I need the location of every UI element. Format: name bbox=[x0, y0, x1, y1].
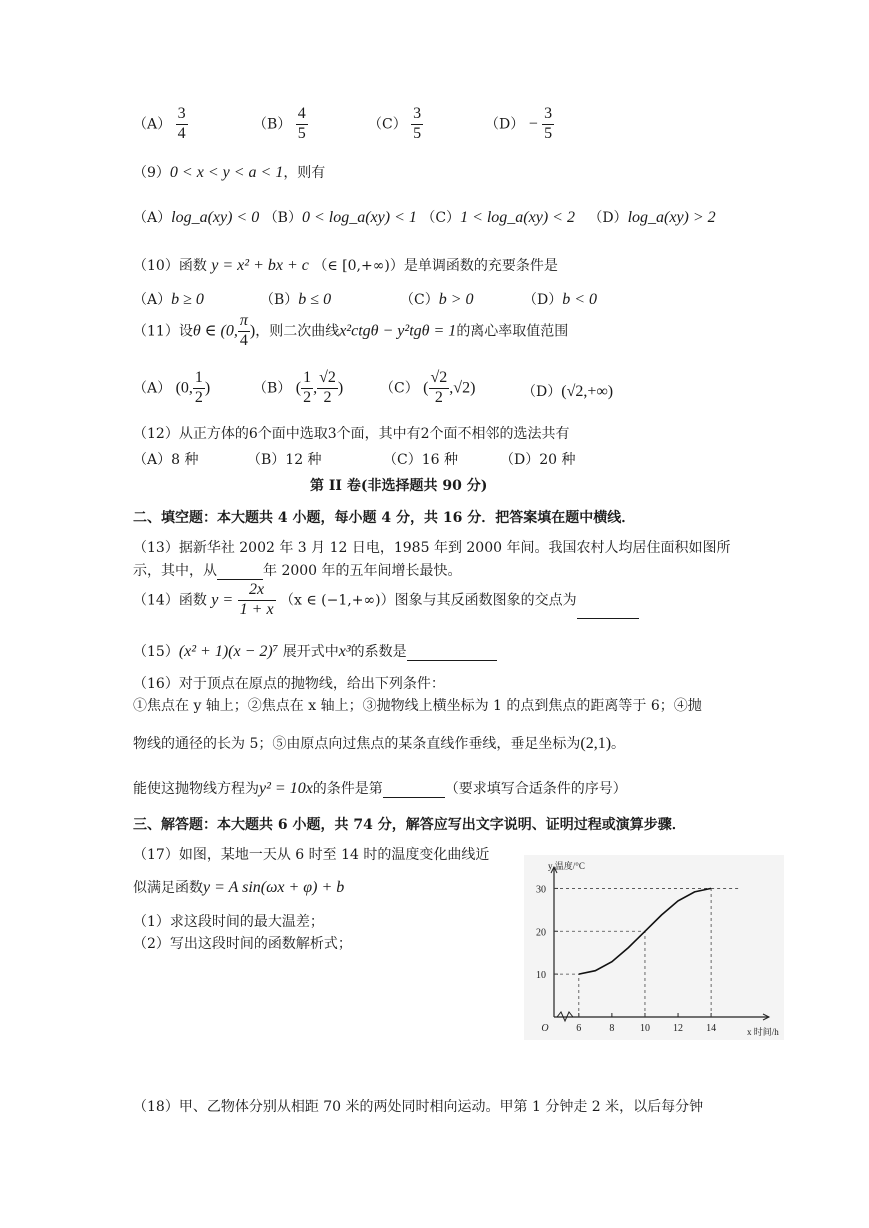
x-tick-label-10: 10 bbox=[639, 1023, 650, 1034]
q12-option-a: （A）8 种 bbox=[133, 452, 199, 468]
q8-option-c: （C） $\frac{3}{5}$ bbox=[368, 105, 422, 142]
q14-stem: （14）函数 y = $\frac{2x}{1 + x}$ （x ∈ (−1,+∞)）图象与其反函数图象的交点为 bbox=[133, 582, 639, 619]
section3-heading: 三、解答题：本大题共 6 小题，共 74 分，解答应写出文字说明、证明过程或演算步骤． bbox=[133, 817, 686, 833]
option-c-fraction: $\frac{3}{5}$ bbox=[413, 105, 422, 142]
answer-blank bbox=[407, 645, 497, 661]
q17-sub1: （1）求这段时间的最大温差； bbox=[133, 914, 324, 930]
x-axis-label: x 时间/h bbox=[747, 1027, 779, 1037]
q8-options bbox=[133, 106, 188, 143]
q11-option-d: （D）(√2,+∞) bbox=[522, 383, 614, 400]
y-axis-label: y 温度/°C bbox=[548, 861, 585, 871]
y-tick-label-10: 10 bbox=[536, 970, 546, 982]
q10-option-d: （D）b < 0 bbox=[523, 291, 598, 308]
q11-option-a: （A） (0, $\frac{1}{2}$ ) bbox=[133, 369, 211, 406]
temperature-chart bbox=[524, 855, 784, 1040]
y-tick-label-20: 20 bbox=[536, 927, 546, 939]
q15-stem: （15）(x² + 1)(x − 2)⁷ 展开式中x³的系数是 bbox=[133, 642, 497, 661]
option-a-label: （A） bbox=[133, 116, 172, 133]
answer-blank bbox=[217, 564, 263, 580]
answer-blank bbox=[383, 782, 445, 798]
q10-option-a: （A）b ≥ 0 bbox=[133, 291, 204, 308]
q10-option-b: （B）b ≤ 0 bbox=[260, 291, 332, 308]
option-b-fraction: $\frac{4}{5}$ bbox=[297, 105, 306, 142]
q11-option-b: （B） ( $\frac{1}{2}$ , $\frac{√2}{2}$ ) bbox=[253, 369, 344, 406]
q11-option-c: （C） ( $\frac{√2}{2}$ ,√2) bbox=[380, 369, 476, 406]
x-tick-label-12: 12 bbox=[673, 1023, 684, 1034]
y-tick-label-30: 30 bbox=[536, 884, 546, 896]
answer-blank bbox=[577, 603, 639, 619]
q18-line1: （18）甲、乙物体分别从相距 70 米的两处同时相向运动。甲第 1 分钟走 2 米，以后每分钟 bbox=[133, 1099, 704, 1115]
q17-line2: 似满足函数y = A sin(ωx + φ) + b bbox=[133, 879, 345, 896]
q11-stem: （11）设θ ∈ (0, $\frac{\pi}{4}$ )，则二次曲线x²ctgθ − y²tgθ = 1的离心率取值范围 bbox=[133, 312, 569, 349]
q12-option-c: （C）16 种 bbox=[383, 452, 458, 468]
pi-over-4: $\frac{\pi}{4}$ bbox=[239, 312, 248, 349]
q12-option-b: （B）12 种 bbox=[247, 452, 322, 468]
x-tick-label-8: 8 bbox=[609, 1023, 615, 1034]
q9-stem: （9）0 < x < y < a < 1，则有 bbox=[133, 164, 326, 181]
option-d-fraction: $\frac{3}{5}$ bbox=[544, 105, 553, 142]
q8-option-d: （D） − $\frac{3}{5}$ bbox=[485, 105, 553, 142]
q12-stem: （12）从正方体的6个面中选取3个面，其中有2个面不相邻的选法共有 bbox=[133, 426, 570, 442]
q14-fraction: $\frac{2x}{1 + x}$ bbox=[239, 581, 274, 618]
q12-option-d: （D）20 种 bbox=[500, 452, 576, 468]
option-a-fraction: $\frac{3}{4}$ bbox=[177, 105, 186, 142]
q13-line1: （13）据新华社 2002 年 3 月 12 日电，1985 年到 2000 年间。我国农村人均居住面积如图所 bbox=[133, 540, 731, 556]
origin-label: O bbox=[541, 1023, 549, 1034]
x-tick-label-6: 6 bbox=[576, 1023, 582, 1034]
q16-line3: 物线的通径的长为 5；⑤由原点向过焦点的某条直线作垂线，垂足坐标为(2,1)。 bbox=[133, 735, 626, 752]
part2-title: 第 II 卷(非选择题共 90 分) bbox=[310, 478, 488, 494]
x-tick-label-14: 14 bbox=[706, 1023, 717, 1034]
q16-line1: （16）对于顶点在原点的抛物线，给出下列条件： bbox=[133, 676, 445, 692]
q17-sub2: （2）写出这段时间的函数解析式； bbox=[133, 936, 352, 952]
q17-line1: （17）如图，某地一天从 6 时至 14 时的温度变化曲线近 bbox=[133, 847, 490, 863]
section2-heading: 二、填空题：本大题共 4 小题，每小题 4 分，共 16 分．把答案填在题中横线． bbox=[133, 510, 636, 526]
q13-line2: 示，其中，从 年 2000 年的五年间增长最快。 bbox=[133, 563, 462, 579]
q8-option-b: （B） $\frac{4}{5}$ bbox=[253, 105, 306, 142]
q16-line2: ①焦点在 y 轴上；②焦点在 x 轴上；③抛物线上横坐标为 1 的点到焦点的距离等于 6；④抛 bbox=[133, 698, 702, 714]
q9-options: （A）log_a(xy) < 0 （B）0 < log_a(xy) < 1 （C）1 < log_a(xy) < 2 （D）log_a(xy) > 2 bbox=[133, 209, 716, 226]
q16-line4: 能使这抛物线方程为y² = 10x的条件是第 （要求填写合适条件的序号） bbox=[133, 780, 627, 797]
q10-option-c: （C）b > 0 bbox=[400, 291, 474, 308]
q10-stem: （10）函数 y = x² + bx + c （∈ [0,+∞)）是单调函数的充要条件是 bbox=[133, 257, 558, 274]
